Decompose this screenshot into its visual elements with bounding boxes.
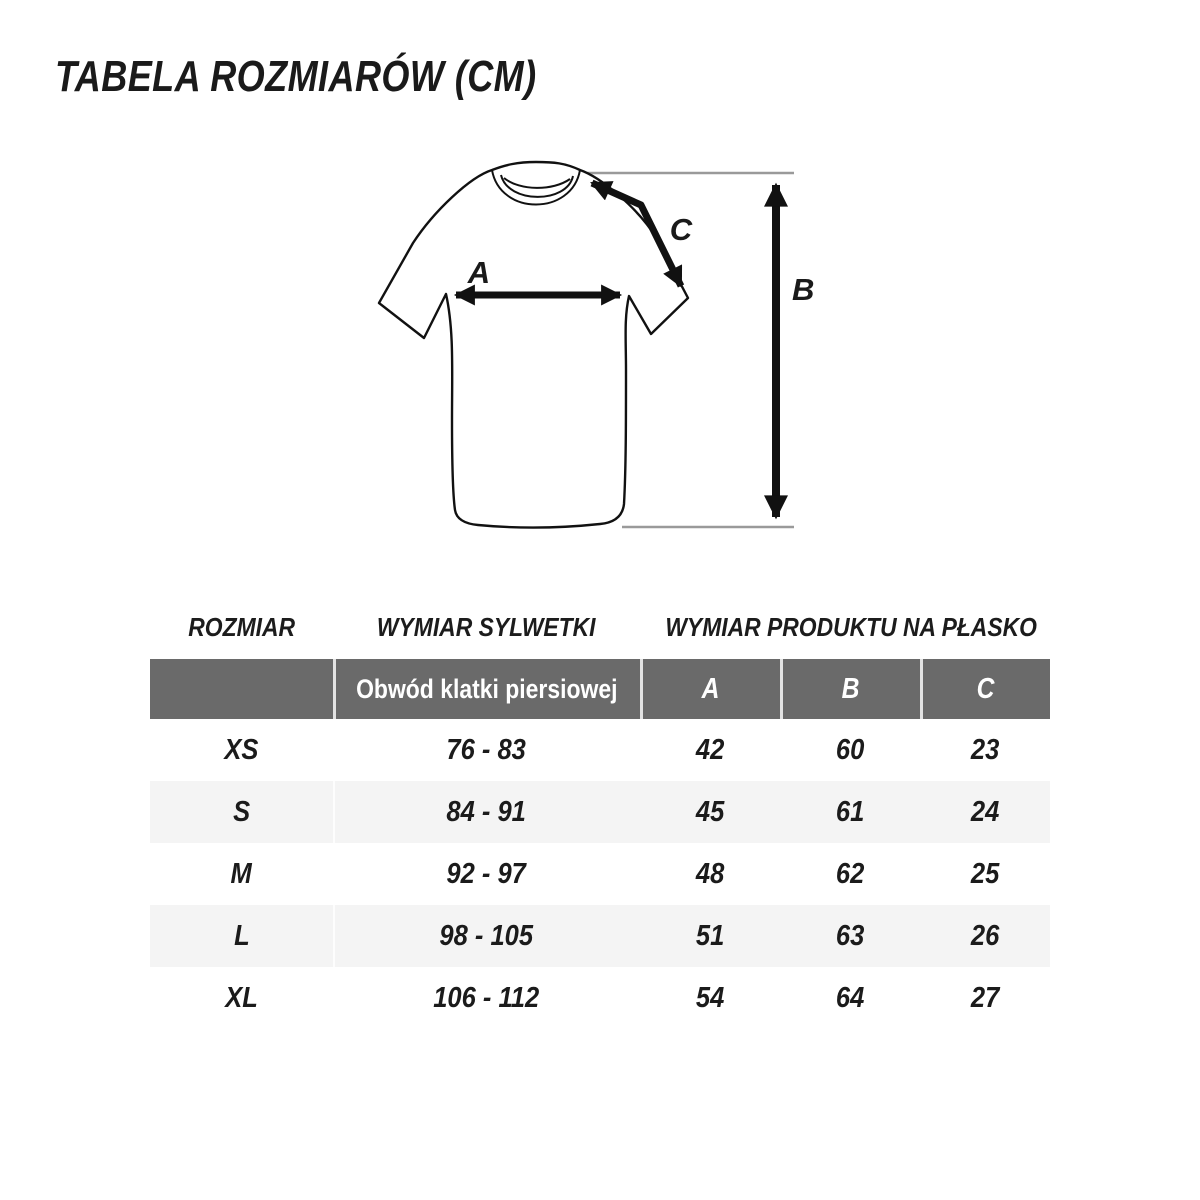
table-row: [150, 781, 1050, 843]
a-cell: 51: [640, 905, 780, 967]
tshirt-outline: [379, 162, 688, 528]
a-cell: 42: [640, 719, 780, 781]
c-cell: 25: [920, 843, 1050, 905]
length-label-b: B: [792, 272, 815, 307]
sleeve-label-c: C: [669, 212, 693, 247]
group-header-size: ROZMIAR: [188, 612, 295, 642]
header-cell-empty: [150, 659, 333, 719]
page-title: [55, 52, 642, 102]
c-cell: 27: [920, 967, 1050, 1029]
header-cell-a: A: [640, 659, 780, 719]
table-row: [150, 905, 1050, 967]
table-header-row: [150, 659, 1050, 719]
group-header-body: WYMIAR SYLWETKI: [377, 612, 596, 642]
chest-cell: 106 - 112: [333, 967, 640, 1029]
header-cell-chest: Obwód klatki piersiowej: [333, 659, 640, 719]
tshirt-measurement-diagram: [360, 138, 820, 550]
size-cell: L: [150, 905, 333, 967]
group-header-product: WYMIAR PRODUKTU NA PŁASKO: [665, 612, 1037, 642]
size-cell: S: [150, 781, 333, 843]
a-cell: 48: [640, 843, 780, 905]
b-cell: 62: [780, 843, 920, 905]
header-cell-b: B: [780, 659, 920, 719]
c-cell: 26: [920, 905, 1050, 967]
chest-cell: 76 - 83: [333, 719, 640, 781]
a-cell: 54: [640, 967, 780, 1029]
a-cell: 45: [640, 781, 780, 843]
c-cell: 24: [920, 781, 1050, 843]
c-cell: 23: [920, 719, 1050, 781]
table-row: [150, 843, 1050, 905]
b-cell: 64: [780, 967, 920, 1029]
page-title-text: TABELA ROZMIARÓW (CM): [55, 52, 537, 101]
b-cell: 63: [780, 905, 920, 967]
size-cell: XL: [150, 967, 333, 1029]
size-cell: XS: [150, 719, 333, 781]
b-cell: 60: [780, 719, 920, 781]
chest-cell: 98 - 105: [333, 905, 640, 967]
chest-cell: 84 - 91: [333, 781, 640, 843]
chest-cell: 92 - 97: [333, 843, 640, 905]
size-table: [150, 659, 1050, 1029]
chest-label-a: A: [467, 255, 491, 290]
table-row: [150, 967, 1050, 1029]
table-row: [150, 719, 1050, 781]
size-cell: M: [150, 843, 333, 905]
b-cell: 61: [780, 781, 920, 843]
header-cell-c: C: [920, 659, 1050, 719]
